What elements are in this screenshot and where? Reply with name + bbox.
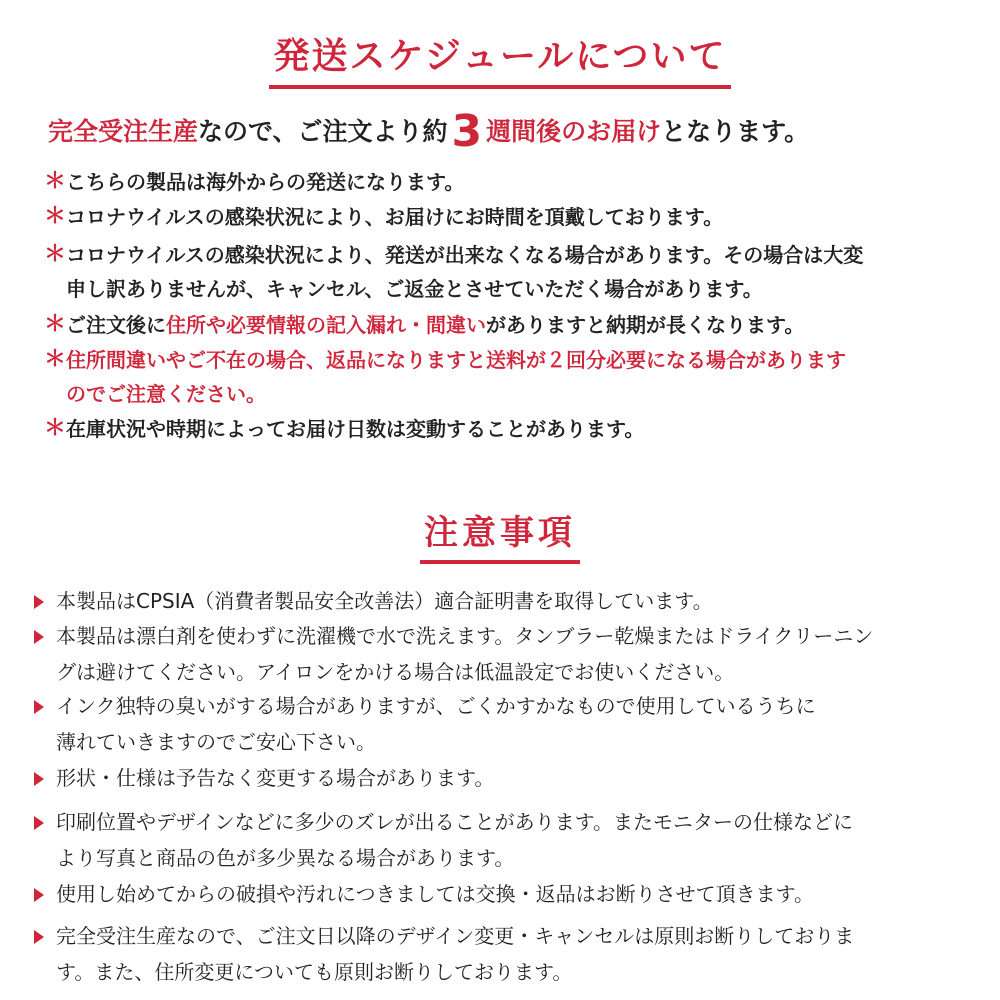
note-item: ＊ 在庫状況や時期によってお届け日数は変動することがあります。 bbox=[44, 412, 974, 446]
caution-item: 完全受注生産なので、ご注文日以降のデザイン変更・キャンセルは原則お断りしておりま す。また、住所変更についても原則お断りしております。 bbox=[32, 918, 972, 990]
asterisk-icon: ＊ bbox=[44, 312, 67, 337]
asterisk-icon: ＊ bbox=[44, 242, 67, 267]
lead-sentence bbox=[48, 106, 988, 157]
asterisk-icon: ＊ bbox=[44, 204, 67, 229]
asterisk-icon: ＊ bbox=[44, 347, 67, 372]
caution-item: 使用し始めてからの破損や汚れにつきましては交換・返品はお断りさせて頂きます。 bbox=[32, 876, 972, 912]
note-item: ＊ ご注文後に住所や必要情報の記入漏れ・間違いがありますと納期が長くなります。 bbox=[44, 308, 974, 342]
triangle-bullet-icon bbox=[34, 700, 44, 714]
triangle-bullet-icon bbox=[34, 930, 44, 944]
caution-item: 本製品はCPSIA（消費者製品安全改善法）適合証明書を取得しています。 bbox=[32, 583, 972, 619]
note-item: ＊ こちらの製品は海外からの発送になります。 bbox=[44, 165, 974, 199]
schedule-title: 発送スケジュールについて bbox=[0, 28, 1000, 89]
triangle-bullet-icon bbox=[34, 595, 44, 609]
lead-end: となります。 bbox=[661, 117, 810, 146]
cautions-title: 注意事項 bbox=[0, 505, 1000, 564]
caution-item: インク独特の臭いがする場合がありますが、ごくかすかなもので使用しているうちに 薄れていきますのでご安心下さい。 bbox=[32, 688, 972, 760]
asterisk-icon: ＊ bbox=[44, 416, 67, 441]
lead-weeks-number: 3 bbox=[451, 106, 483, 157]
triangle-bullet-icon bbox=[34, 888, 44, 902]
caution-item: 形状・仕様は予告なく変更する場合があります。 bbox=[32, 760, 972, 796]
asterisk-icon: ＊ bbox=[44, 169, 67, 194]
triangle-bullet-icon bbox=[34, 772, 44, 786]
note-item: ＊ コロナウイルスの感染状況により、お届けにお時間を頂戴しております。 bbox=[44, 200, 974, 234]
lead-delivery: 週間後のお届け bbox=[486, 117, 662, 146]
lead-made-to-order: 完全受注生産 bbox=[48, 117, 199, 146]
triangle-bullet-icon bbox=[34, 630, 44, 644]
note-highlight: 住所や必要情報の記入漏れ・間違い bbox=[166, 313, 486, 337]
triangle-bullet-icon bbox=[34, 816, 44, 830]
lead-text: なので、ご注文より約 bbox=[198, 117, 448, 146]
caution-item: 印刷位置やデザインなどに多少のズレが出ることがあります。またモニターの仕様などに より写真と商品の色が多少異なる場合があります。 bbox=[32, 804, 972, 876]
note-item: ＊ コロナウイルスの感染状況により、発送が出来なくなる場合があります。その場合は大変 申し訳ありませんが、キャンセル、ご返金とさせていただく場合があります。 bbox=[44, 238, 974, 306]
caution-item: 本製品は漂白剤を使わずに洗濯機で水で洗えます。タンブラー乾燥またはドライクリーニン グは避けてください。アイロンをかける場合は低温設定でお使いください。 bbox=[32, 618, 972, 690]
note-item-warning: ＊ 住所間違いやご不在の場合、返品になりますと送料が２回分必要になる場合があります のでご注意ください。 bbox=[44, 343, 974, 411]
